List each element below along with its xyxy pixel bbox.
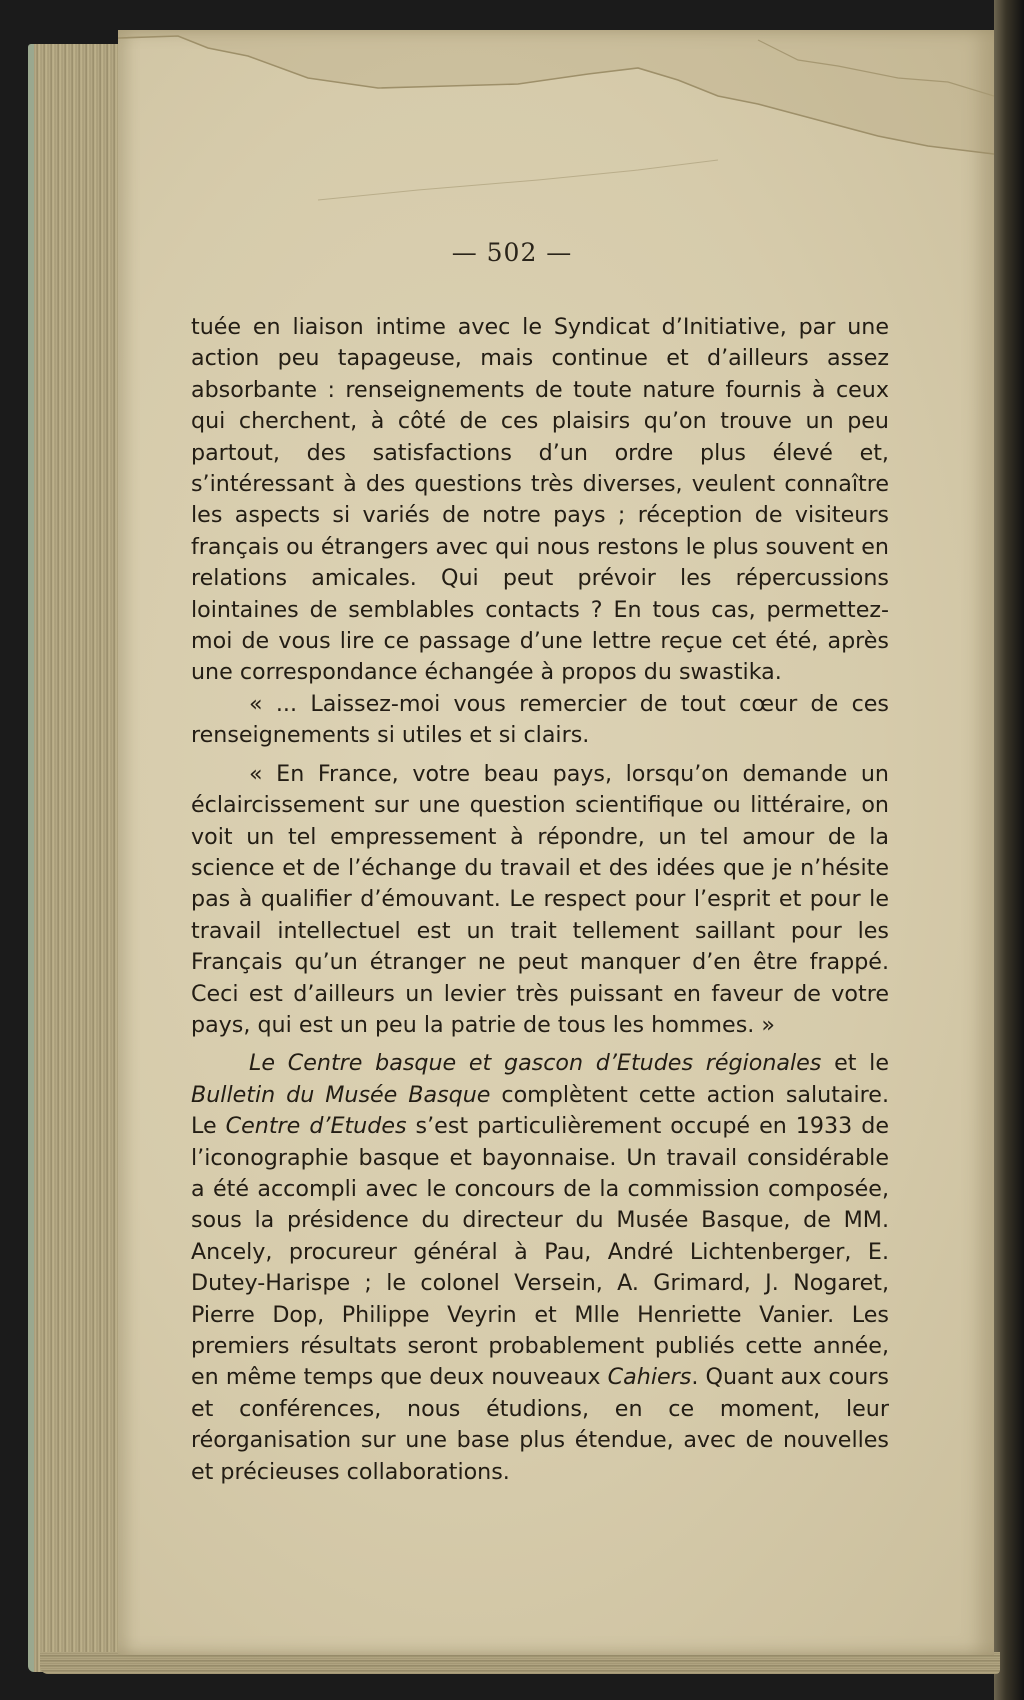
quote-paragraph: « ... Laissez-moi vous remercier de tout cœur de ces renseignements si utiles et si clairs. — [191, 690, 889, 749]
paragraph: tuée en liaison intime avec le Syndicat d’Initiative, par une action peu tapageuse, mais continue et d’ailleurs assez absorbante : renseignements de toute nature fournis à ceux qui cherchent, à côté de ces plaisirs qu’on trouve un peu partout, des satisfactions d’un ordre plus élevé et, s’intéressant à des questions très diverses, veulent connaître les aspects si variés de notre pays ; réception de visiteurs français ou étrangers avec qui nous restons le plus souvent en relations amicales. Qui peut prévoir les répercussions lointaines de semblables contacts ? En tous cas, permettez-moi de vous lire ce passage d’une lettre reçue cet été, après une correspondance échangée à propos du swastika. — [191, 314, 889, 686]
torn-top-edge — [118, 30, 994, 230]
text-run: complètent cette action salutaire. Le — [191, 1081, 890, 1140]
text-run: s’est particulièrement occupé en 1933 de l’iconographie basque et bayonnaise. Un travail considérable a été accompli avec le concours de la commission composée, sous la présidence du directeur du Musée Basque, de MM. Ancely, procureur général à Pau, André Lichtenberger, E. Dutey-Harispe ; le colonel Versein, A. Grimard, J. Nogaret, Pierre Dop, Philippe Veyrin et Mlle Henriette Vanier. Les premiers résultats seront probablement publiés cette année, en même temps que deux nouveaux — [191, 1113, 889, 1391]
italic-title: Cahiers — [607, 1364, 692, 1391]
italic-title: Le Centre basque et gascon d’Etudes régionales — [249, 1050, 822, 1077]
page-number: — 502 — — [451, 238, 573, 267]
paragraph — [191, 1048, 889, 1488]
italic-title: Centre d’Etudes — [225, 1113, 407, 1140]
page-stack-bottom-edge — [40, 1652, 1000, 1674]
italic-title: Bulletin du Musée Basque — [191, 1081, 491, 1108]
quote-paragraph: « En France, votre beau pays, lorsqu’on demande un éclaircissement sur une question scientifique ou littéraire, on voit un tel empressement à répondre, un tel amour de la science et de l’échange du travail et des idées que je n’hésite pas à qualifier d’émouvant. Le respect pour l’esprit et pour le travail intellectuel est un trait tellement saillant pour les Français qu’un étranger ne peut manquer d’en être frappé. Ceci est d’ailleurs un levier très puissant en faveur de votre pays, qui est un peu la patrie de tous les hommes. » — [191, 760, 889, 1038]
body-text — [191, 312, 889, 1488]
text-run: et le — [821, 1050, 889, 1077]
text-run: . Quant aux cours et conférences, nous étudions, en ce moment, leur réorganisation sur une base plus étendue, avec de nouvelles et précieuses collaborations. — [191, 1364, 889, 1485]
